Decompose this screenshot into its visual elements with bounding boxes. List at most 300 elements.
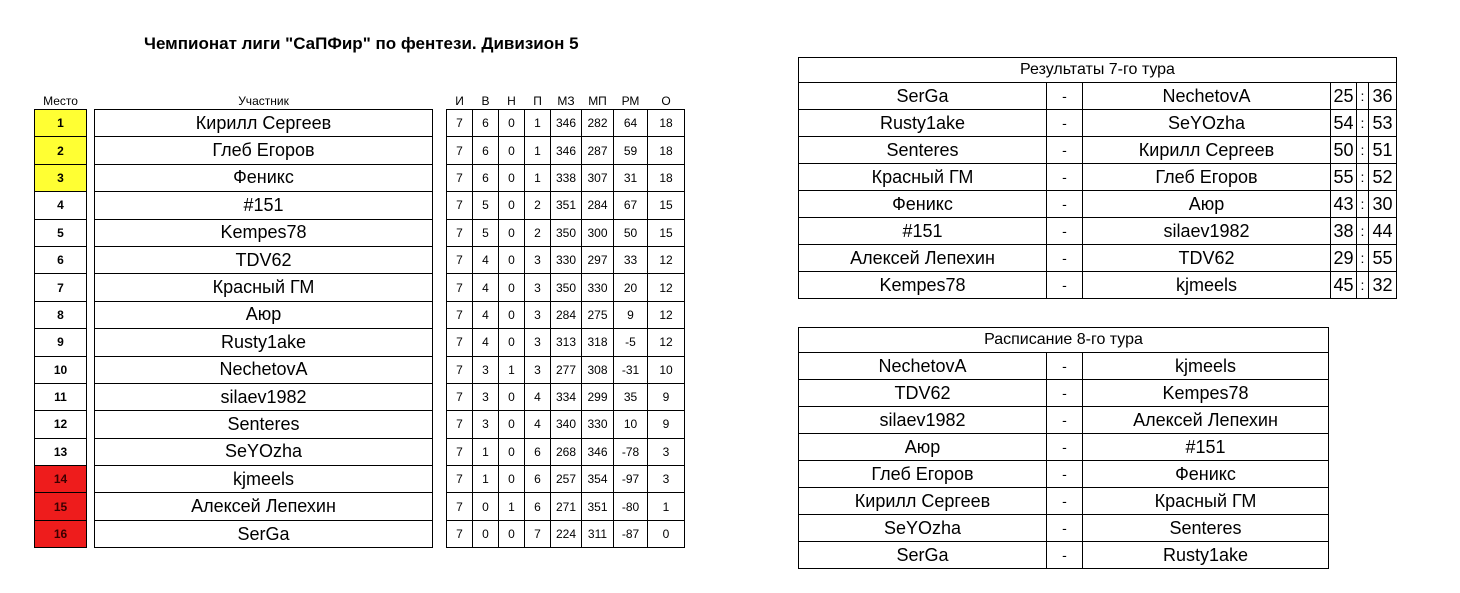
away-team: Rusty1ake: [1083, 542, 1329, 569]
score-colon: :: [1357, 272, 1369, 299]
draws-cell: 0: [499, 329, 525, 356]
home-score: 43: [1331, 191, 1357, 218]
points-for-cell: 257: [551, 466, 582, 493]
header-diff: РМ: [621, 94, 640, 108]
points-against-cell: 287: [582, 137, 614, 164]
games-cell: 7: [447, 438, 473, 465]
away-score: 55: [1369, 245, 1397, 272]
home-team: Rusty1ake: [799, 110, 1047, 137]
points-against-cell: 318: [582, 329, 614, 356]
table-row: [35, 520, 685, 547]
spacer: [87, 110, 95, 137]
games-cell: 7: [447, 192, 473, 219]
points-against-cell: 351: [582, 493, 614, 520]
spacer: [87, 192, 95, 219]
wins-cell: 4: [473, 274, 499, 301]
score-colon: :: [1357, 110, 1369, 137]
away-score: 44: [1369, 218, 1397, 245]
table-row: [35, 192, 685, 219]
schedule-row: [799, 488, 1329, 515]
separator: -: [1047, 218, 1083, 245]
score-colon: :: [1357, 164, 1369, 191]
table-row: [35, 301, 685, 328]
draws-cell: 0: [499, 219, 525, 246]
separator: -: [1047, 380, 1083, 407]
results-caption: Результаты 7-го тура: [799, 58, 1397, 83]
header-score: О: [661, 94, 671, 108]
score-cell: 18: [648, 164, 685, 191]
table-row: [35, 466, 685, 493]
place-cell: 1: [35, 110, 87, 137]
wins-cell: 6: [473, 164, 499, 191]
games-cell: 7: [447, 137, 473, 164]
points-for-cell: 350: [551, 274, 582, 301]
score-cell: 0: [648, 520, 685, 547]
spacer: [87, 329, 95, 356]
spacer: [87, 219, 95, 246]
home-score: 29: [1331, 245, 1357, 272]
losses-cell: 3: [525, 274, 551, 301]
place-cell: 7: [35, 274, 87, 301]
home-score: 38: [1331, 218, 1357, 245]
home-score: 55: [1331, 164, 1357, 191]
spacer: [87, 466, 95, 493]
separator: -: [1047, 353, 1083, 380]
away-score: 53: [1369, 110, 1397, 137]
points-against-cell: 284: [582, 192, 614, 219]
points-for-cell: 346: [551, 110, 582, 137]
separator: -: [1047, 461, 1083, 488]
games-cell: 7: [447, 274, 473, 301]
spacer: [433, 329, 447, 356]
points-against-cell: 307: [582, 164, 614, 191]
participant-cell: Феникс: [95, 164, 433, 191]
losses-cell: 6: [525, 493, 551, 520]
wins-cell: 0: [473, 493, 499, 520]
losses-cell: 1: [525, 137, 551, 164]
losses-cell: 2: [525, 219, 551, 246]
away-team: Senteres: [1083, 515, 1329, 542]
points-against-cell: 311: [582, 520, 614, 547]
result-row: [799, 110, 1397, 137]
draws-cell: 1: [499, 356, 525, 383]
separator: -: [1047, 542, 1083, 569]
spacer: [433, 520, 447, 547]
participant-cell: Аюр: [95, 301, 433, 328]
table-row: [35, 493, 685, 520]
wins-cell: 5: [473, 192, 499, 219]
diff-cell: 35: [614, 383, 648, 410]
score-cell: 10: [648, 356, 685, 383]
participant-cell: #151: [95, 192, 433, 219]
standings-header-row: [35, 86, 685, 110]
score-cell: 18: [648, 137, 685, 164]
games-cell: 7: [447, 383, 473, 410]
home-team: Алексей Лепехин: [799, 245, 1047, 272]
table-row: [35, 219, 685, 246]
header-losses: П: [533, 94, 542, 108]
points-for-cell: 330: [551, 246, 582, 273]
points-for-cell: 340: [551, 411, 582, 438]
games-cell: 7: [447, 301, 473, 328]
points-against-cell: 330: [582, 411, 614, 438]
score-cell: 15: [648, 219, 685, 246]
separator: -: [1047, 83, 1083, 110]
schedule-row: [799, 434, 1329, 461]
wins-cell: 4: [473, 301, 499, 328]
points-for-cell: 351: [551, 192, 582, 219]
score-colon: :: [1357, 218, 1369, 245]
schedule-row: [799, 380, 1329, 407]
place-cell: 13: [35, 438, 87, 465]
games-cell: 7: [447, 164, 473, 191]
separator: -: [1047, 110, 1083, 137]
spacer: [433, 301, 447, 328]
score-cell: 15: [648, 192, 685, 219]
participant-cell: Алексей Лепехин: [95, 493, 433, 520]
losses-cell: 7: [525, 520, 551, 547]
results-table: [798, 57, 1397, 299]
wins-cell: 6: [473, 110, 499, 137]
place-cell: 4: [35, 192, 87, 219]
result-row: [799, 272, 1397, 299]
losses-cell: 6: [525, 438, 551, 465]
participant-cell: silaev1982: [95, 383, 433, 410]
separator: -: [1047, 272, 1083, 299]
wins-cell: 4: [473, 329, 499, 356]
away-team: kjmeels: [1083, 272, 1331, 299]
place-cell: 6: [35, 246, 87, 273]
points-against-cell: 282: [582, 110, 614, 137]
losses-cell: 1: [525, 164, 551, 191]
points-for-cell: 338: [551, 164, 582, 191]
home-score: 50: [1331, 137, 1357, 164]
away-team: Kempes78: [1083, 380, 1329, 407]
diff-cell: 67: [614, 192, 648, 219]
score-cell: 1: [648, 493, 685, 520]
schedule-row: [799, 461, 1329, 488]
standings-table: [34, 86, 685, 548]
home-team: Kempes78: [799, 272, 1047, 299]
schedule-table: [798, 327, 1329, 569]
home-team: SerGa: [799, 83, 1047, 110]
draws-cell: 1: [499, 493, 525, 520]
away-team: NechetovA: [1083, 83, 1331, 110]
table-row: [35, 383, 685, 410]
away-team: Алексей Лепехин: [1083, 407, 1329, 434]
points-against-cell: 275: [582, 301, 614, 328]
table-row: [35, 274, 685, 301]
diff-cell: -5: [614, 329, 648, 356]
wins-cell: 6: [473, 137, 499, 164]
participant-cell: Kempes78: [95, 219, 433, 246]
away-team: Глеб Егоров: [1083, 164, 1331, 191]
spacer: [433, 246, 447, 273]
score-cell: 12: [648, 246, 685, 273]
draws-cell: 0: [499, 520, 525, 547]
header-draws: Н: [507, 94, 516, 108]
points-for-cell: 334: [551, 383, 582, 410]
place-cell: 8: [35, 301, 87, 328]
draws-cell: 0: [499, 110, 525, 137]
losses-cell: 3: [525, 301, 551, 328]
participant-cell: Senteres: [95, 411, 433, 438]
home-team: silaev1982: [799, 407, 1047, 434]
place-cell: 16: [35, 520, 87, 547]
losses-cell: 2: [525, 192, 551, 219]
spacer: [433, 383, 447, 410]
spacer: [87, 246, 95, 273]
points-for-cell: 313: [551, 329, 582, 356]
home-team: #151: [799, 218, 1047, 245]
participant-cell: Rusty1ake: [95, 329, 433, 356]
spacer: [87, 383, 95, 410]
points-for-cell: 277: [551, 356, 582, 383]
away-score: 30: [1369, 191, 1397, 218]
wins-cell: 3: [473, 383, 499, 410]
home-team: Кирилл Сергеев: [799, 488, 1047, 515]
score-cell: 9: [648, 383, 685, 410]
place-cell: 11: [35, 383, 87, 410]
draws-cell: 0: [499, 301, 525, 328]
points-for-cell: 271: [551, 493, 582, 520]
away-team: Кирилл Сергеев: [1083, 137, 1331, 164]
participant-cell: SeYOzha: [95, 438, 433, 465]
games-cell: 7: [447, 466, 473, 493]
spacer: [433, 438, 447, 465]
place-cell: 5: [35, 219, 87, 246]
table-row: [35, 246, 685, 273]
home-team: Феникс: [799, 191, 1047, 218]
score-cell: 12: [648, 329, 685, 356]
header-points-against: МП: [588, 94, 607, 108]
spacer: [433, 466, 447, 493]
away-team: Аюр: [1083, 191, 1331, 218]
spacer: [433, 356, 447, 383]
result-row: [799, 164, 1397, 191]
table-row: [35, 110, 685, 137]
participant-cell: SerGa: [95, 520, 433, 547]
spacer: [87, 411, 95, 438]
schedule-row: [799, 515, 1329, 542]
header-place: Место: [43, 94, 78, 108]
diff-cell: 10: [614, 411, 648, 438]
score-cell: 3: [648, 466, 685, 493]
separator: -: [1047, 434, 1083, 461]
spacer: [87, 164, 95, 191]
spacer: [87, 493, 95, 520]
home-team: Senteres: [799, 137, 1047, 164]
losses-cell: 6: [525, 466, 551, 493]
result-row: [799, 137, 1397, 164]
wins-cell: 3: [473, 411, 499, 438]
diff-cell: -78: [614, 438, 648, 465]
home-score: 54: [1331, 110, 1357, 137]
home-team: NechetovA: [799, 353, 1047, 380]
table-row: [35, 356, 685, 383]
points-for-cell: 346: [551, 137, 582, 164]
home-team: SeYOzha: [799, 515, 1047, 542]
wins-cell: 3: [473, 356, 499, 383]
home-team: SerGa: [799, 542, 1047, 569]
away-team: TDV62: [1083, 245, 1331, 272]
losses-cell: 3: [525, 246, 551, 273]
participant-cell: TDV62: [95, 246, 433, 273]
table-row: [35, 137, 685, 164]
losses-cell: 4: [525, 411, 551, 438]
score-colon: :: [1357, 191, 1369, 218]
draws-cell: 0: [499, 192, 525, 219]
diff-cell: 9: [614, 301, 648, 328]
diff-cell: 59: [614, 137, 648, 164]
separator: -: [1047, 515, 1083, 542]
header-wins: В: [481, 94, 490, 108]
header-games: И: [455, 94, 464, 108]
separator: -: [1047, 137, 1083, 164]
separator: -: [1047, 164, 1083, 191]
away-team: Красный ГМ: [1083, 488, 1329, 515]
wins-cell: 0: [473, 520, 499, 547]
schedule-caption: Расписание 8-го тура: [799, 328, 1329, 353]
spacer: [433, 274, 447, 301]
points-for-cell: 284: [551, 301, 582, 328]
wins-cell: 1: [473, 466, 499, 493]
diff-cell: 64: [614, 110, 648, 137]
spacer: [433, 164, 447, 191]
away-score: 52: [1369, 164, 1397, 191]
diff-cell: 50: [614, 219, 648, 246]
draws-cell: 0: [499, 383, 525, 410]
diff-cell: -31: [614, 356, 648, 383]
losses-cell: 4: [525, 383, 551, 410]
diff-cell: -97: [614, 466, 648, 493]
participant-cell: kjmeels: [95, 466, 433, 493]
spacer: [87, 137, 95, 164]
games-cell: 7: [447, 411, 473, 438]
participant-cell: Глеб Егоров: [95, 137, 433, 164]
spacer: [433, 110, 447, 137]
away-score: 32: [1369, 272, 1397, 299]
points-against-cell: 297: [582, 246, 614, 273]
score-cell: 3: [648, 438, 685, 465]
draws-cell: 0: [499, 438, 525, 465]
place-cell: 2: [35, 137, 87, 164]
points-for-cell: 224: [551, 520, 582, 547]
games-cell: 7: [447, 110, 473, 137]
points-against-cell: 354: [582, 466, 614, 493]
place-cell: 12: [35, 411, 87, 438]
score-cell: 12: [648, 274, 685, 301]
away-score: 36: [1369, 83, 1397, 110]
draws-cell: 0: [499, 274, 525, 301]
spacer: [433, 192, 447, 219]
result-row: [799, 218, 1397, 245]
away-team: SeYOzha: [1083, 110, 1331, 137]
participant-cell: NechetovA: [95, 356, 433, 383]
spacer: [87, 438, 95, 465]
participant-cell: Кирилл Сергеев: [95, 110, 433, 137]
spacer: [433, 137, 447, 164]
score-colon: :: [1357, 83, 1369, 110]
home-team: Глеб Егоров: [799, 461, 1047, 488]
draws-cell: 0: [499, 137, 525, 164]
place-cell: 9: [35, 329, 87, 356]
games-cell: 7: [447, 329, 473, 356]
spacer: [433, 411, 447, 438]
diff-cell: -87: [614, 520, 648, 547]
spacer: [87, 274, 95, 301]
separator: -: [1047, 488, 1083, 515]
wins-cell: 4: [473, 246, 499, 273]
games-cell: 7: [447, 219, 473, 246]
draws-cell: 0: [499, 246, 525, 273]
score-cell: 12: [648, 301, 685, 328]
away-team: #151: [1083, 434, 1329, 461]
schedule-row: [799, 542, 1329, 569]
wins-cell: 1: [473, 438, 499, 465]
separator: -: [1047, 191, 1083, 218]
place-cell: 10: [35, 356, 87, 383]
page-title: Чемпионат лиги "СаПФир" по фентези. Дивизион 5: [144, 34, 579, 53]
spacer: [433, 219, 447, 246]
points-against-cell: 346: [582, 438, 614, 465]
header-points-for: МЗ: [557, 94, 575, 108]
home-team: Красный ГМ: [799, 164, 1047, 191]
draws-cell: 0: [499, 164, 525, 191]
diff-cell: 31: [614, 164, 648, 191]
away-score: 51: [1369, 137, 1397, 164]
points-for-cell: 350: [551, 219, 582, 246]
participant-cell: Красный ГМ: [95, 274, 433, 301]
header-participant: Участник: [238, 94, 289, 108]
diff-cell: 33: [614, 246, 648, 273]
games-cell: 7: [447, 520, 473, 547]
score-cell: 9: [648, 411, 685, 438]
score-colon: :: [1357, 245, 1369, 272]
separator: -: [1047, 407, 1083, 434]
result-row: [799, 83, 1397, 110]
schedule-row: [799, 353, 1329, 380]
result-row: [799, 245, 1397, 272]
draws-cell: 0: [499, 411, 525, 438]
home-team: Аюр: [799, 434, 1047, 461]
spacer: [87, 356, 95, 383]
losses-cell: 3: [525, 356, 551, 383]
points-against-cell: 300: [582, 219, 614, 246]
spacer: [433, 493, 447, 520]
home-score: 25: [1331, 83, 1357, 110]
away-team: kjmeels: [1083, 353, 1329, 380]
place-cell: 14: [35, 466, 87, 493]
score-cell: 18: [648, 110, 685, 137]
wins-cell: 5: [473, 219, 499, 246]
spacer: [87, 301, 95, 328]
separator: -: [1047, 245, 1083, 272]
home-team: TDV62: [799, 380, 1047, 407]
diff-cell: 20: [614, 274, 648, 301]
points-against-cell: 308: [582, 356, 614, 383]
losses-cell: 1: [525, 110, 551, 137]
schedule-row: [799, 407, 1329, 434]
table-row: [35, 438, 685, 465]
away-team: Феникс: [1083, 461, 1329, 488]
points-for-cell: 268: [551, 438, 582, 465]
diff-cell: -80: [614, 493, 648, 520]
losses-cell: 3: [525, 329, 551, 356]
table-row: [35, 164, 685, 191]
table-row: [35, 329, 685, 356]
place-cell: 3: [35, 164, 87, 191]
